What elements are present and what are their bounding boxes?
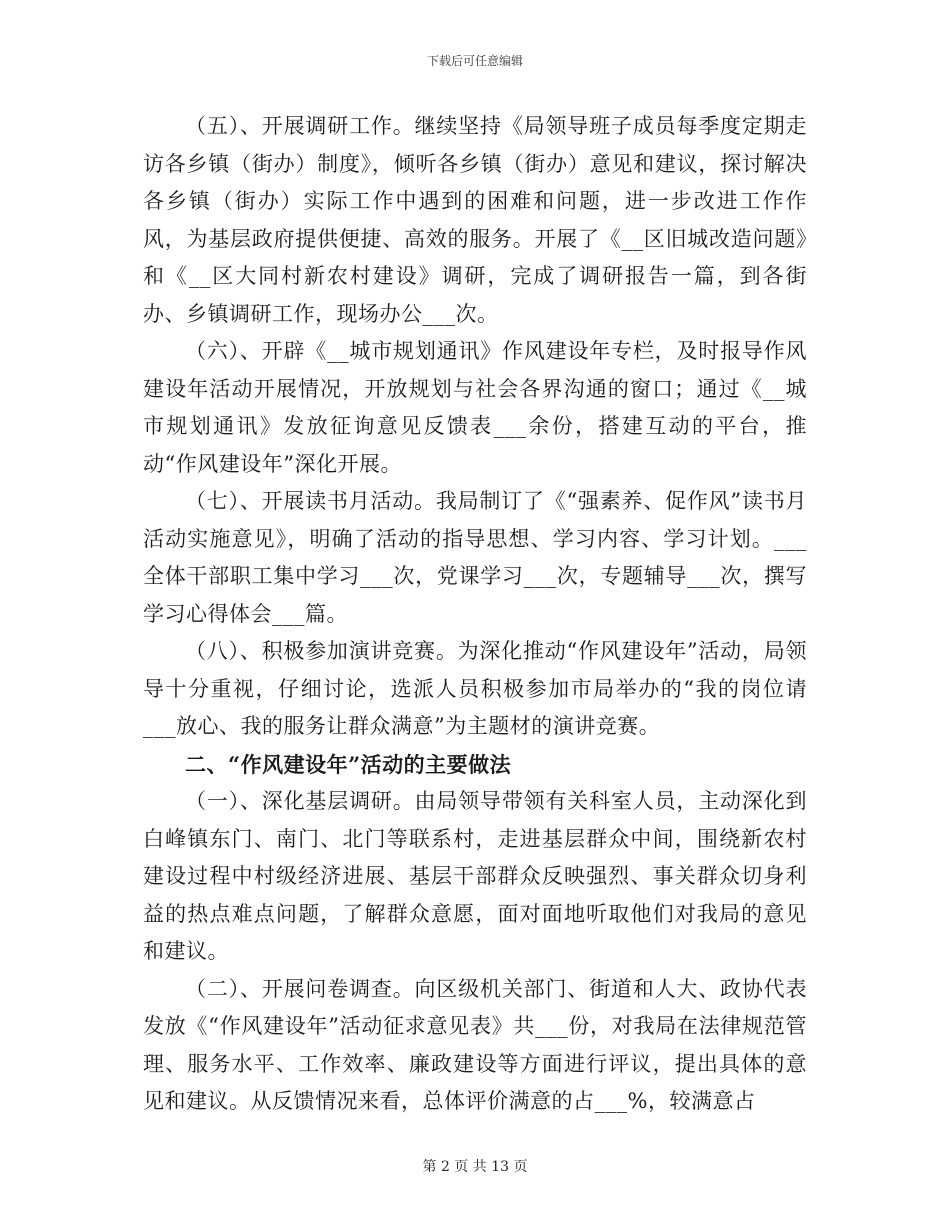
paragraph-5-research: （五）、开展调研工作。继续坚持《局领导班子成员每季度定期走访各乡镇（街办）制度》，倾听各乡镇（街办）意见和建议，探讨解决各乡镇（街办）实际工作中遇到的困难和问题，进一步改进工作作风，为基层政府提供便捷、高效的服务。开展了《__区旧城改造问题》和《__区大同村新农村建设》调研，完成了调研报告一篇，到各街办、乡镇调研工作，现场办公___次。 [143, 114, 807, 326]
paragraph-1-grassroots-research: （一）、深化基层调研。由局领导带领有关科室人员，主动深化到白峰镇东门、南门、北门等联系村，走进基层群众中间，围绕新农村建设过程中村级经济进展、基层干部群众反映强烈、事关群众切身利益的热点难点问题，了解群众意愿，面对面地听取他们对我局的意见和建议。 [143, 789, 807, 963]
paragraph-8-speech-contest: （八）、积极参加演讲竞赛。为深化推动“作风建设年”活动，局领导十分重视，仔细讨论，选派人员积极参加市局举办的“我的岗位请___放心、我的服务让群众满意”为主题材的演讲竞赛。 [143, 639, 807, 738]
document-body [143, 108, 807, 1121]
paragraph-7-reading-month: （七）、开展读书月活动。我局制订了《“强素养、促作风”读书月活动实施意见》，明确了活动的指导思想、学习内容、学习计划。___全体干部职工集中学习___次，党课学习___次，专题辅导___次，撰写学习心得体会___篇。 [143, 489, 807, 626]
page-header: 下载后可任意编辑 [426, 54, 523, 68]
paragraph-2-questionnaire: （二）、开展问卷调查。向区级机关部门、街道和人大、政协代表发放《“作风建设年”活动征求意见表》共___份，对我局在法律规范管理、服务水平、工作效率、廉政建设等方面进行评议，提出具体的意见和建议。从反馈情况来看，总体评价满意的占___%，较满意占 [143, 976, 807, 1113]
section-heading-2: 二、“作风建设年”活动的主要做法 [185, 751, 512, 777]
page-footer: 第 2 页 共 13 页 [422, 1159, 528, 1175]
paragraph-6-column: （六）、开辟《__城市规划通讯》作风建设年专栏，及时报导作风建设年活动开展情况，开放规划与社会各界沟通的窗口；通过《__城市规划通讯》发放征询意见反馈表___余份，搭建互动的平台，推动“作风建设年”深化开展。 [143, 339, 807, 476]
